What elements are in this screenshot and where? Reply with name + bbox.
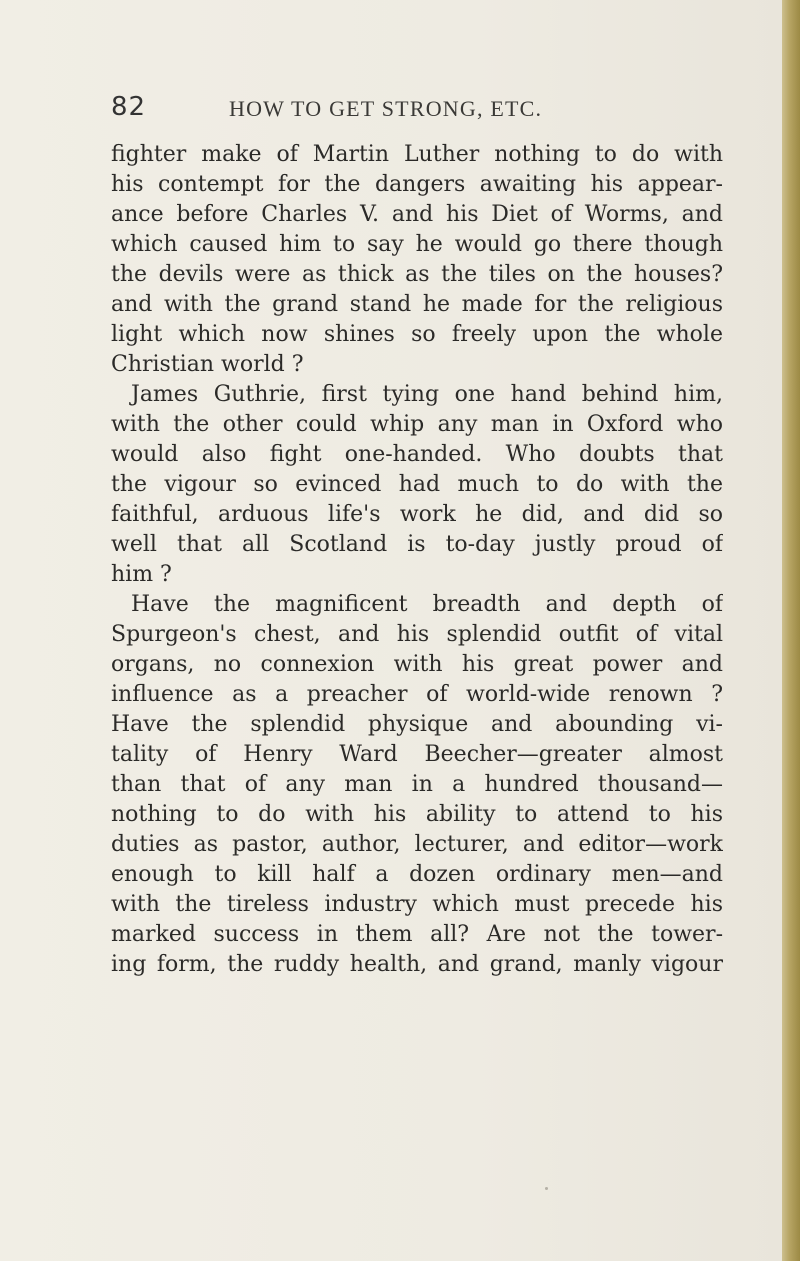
text-line: enough to kill half a dozen ordinary men—and [111, 862, 723, 887]
text-line: Christian world ? [111, 352, 304, 377]
page-number: 82 [111, 92, 147, 122]
text-line: which caused him to say he would go there though [111, 232, 723, 257]
text-line: than that of any man in a hundred thousand— [111, 772, 723, 797]
running-head [111, 92, 691, 128]
text-line: his contempt for the dangers awaiting his appear- [111, 172, 723, 197]
text-line: faithful, arduous life's work he did, and did so [111, 502, 723, 527]
text-line: Have the magnificent breadth and depth of [131, 592, 723, 617]
text-line: Have the splendid physique and abounding vi- [111, 712, 723, 737]
text-line: ing form, the ruddy health, and grand, manly vigour [111, 952, 723, 977]
running-title: HOW TO GET STRONG, ETC. [229, 96, 543, 121]
body-text [111, 140, 723, 980]
text-line: would also fight one-handed. Who doubts that [111, 442, 723, 467]
text-line: the devils were as thick as the tiles on the houses? [111, 262, 723, 287]
text-line: organs, no connexion with his great power and [111, 652, 723, 677]
text-line: fighter make of Martin Luther nothing to do with [111, 142, 723, 167]
text-line: marked success in them all? Are not the tower- [111, 922, 723, 947]
text-line: light which now shines so freely upon the whole [111, 322, 723, 347]
text-line: duties as pastor, author, lecturer, and editor—work [111, 832, 723, 857]
text-line: with the tireless industry which must precede his [111, 892, 723, 917]
text-line: tality of Henry Ward Beecher—greater almost [111, 742, 723, 767]
text-line: James Guthrie, first tying one hand behind him, [131, 382, 723, 407]
paper-speck [545, 1187, 548, 1190]
text-line: and with the grand stand he made for the religious [111, 292, 723, 317]
text-line: him ? [111, 562, 172, 587]
text-line: well that all Scotland is to-day justly proud of [111, 532, 723, 557]
text-line: nothing to do with his ability to attend to his [111, 802, 723, 827]
text-line: ance before Charles V. and his Diet of Worms, and [111, 202, 723, 227]
text-line: influence as a preacher of world-wide renown ? [111, 682, 723, 707]
text-line: the vigour so evinced had much to do with the [111, 472, 723, 497]
text-line: with the other could whip any man in Oxford who [111, 412, 723, 437]
book-binding-edge [782, 0, 800, 1261]
text-line: Spurgeon's chest, and his splendid outfit of vital [111, 622, 723, 647]
